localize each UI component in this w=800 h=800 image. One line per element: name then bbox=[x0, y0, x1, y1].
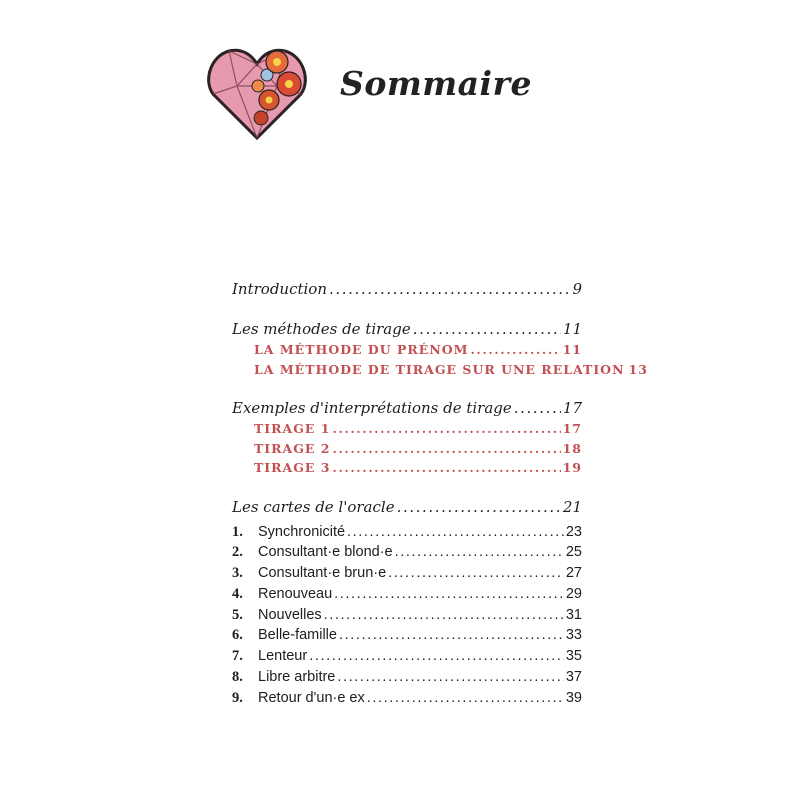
card-number: 6. bbox=[232, 627, 243, 644]
toc-card-item[interactable] bbox=[232, 607, 582, 628]
dot-leader bbox=[514, 399, 561, 417]
dot-leader bbox=[333, 441, 561, 456]
toc-page-number: 17 bbox=[562, 399, 582, 417]
toc-subitem-label: TIRAGE 2 bbox=[254, 440, 331, 456]
toc-page-number: 18 bbox=[562, 440, 582, 456]
table-of-contents bbox=[232, 280, 648, 711]
dot-leader bbox=[347, 524, 564, 540]
dot-leader bbox=[333, 421, 561, 436]
toc-section-methodes[interactable] bbox=[232, 320, 582, 342]
toc-page-number: 21 bbox=[562, 497, 582, 516]
toc-section-label: Exemples d'interprétations de tirage bbox=[232, 399, 512, 417]
toc-section-cartes[interactable] bbox=[232, 498, 582, 520]
toc-page-number: 9 bbox=[572, 280, 582, 298]
toc-section-introduction[interactable] bbox=[232, 280, 582, 302]
toc-card-item[interactable] bbox=[232, 565, 582, 586]
toc-page-number: 17 bbox=[562, 421, 582, 436]
dot-leader bbox=[337, 669, 563, 685]
toc-page-number: 37 bbox=[565, 669, 582, 686]
toc-card-item[interactable] bbox=[232, 627, 582, 648]
toc-page-number: 39 bbox=[565, 689, 582, 706]
toc-card-item[interactable] bbox=[232, 669, 582, 690]
toc-section-exemples[interactable] bbox=[232, 399, 582, 421]
dot-leader bbox=[334, 586, 564, 602]
card-number: 7. bbox=[232, 648, 243, 665]
toc-card-item[interactable] bbox=[232, 524, 582, 545]
card-label: Nouvelles bbox=[258, 606, 322, 623]
toc-section-label: Les méthodes de tirage bbox=[232, 320, 411, 338]
card-label: Consultant·e brun·e bbox=[258, 565, 387, 582]
dot-leader bbox=[329, 280, 570, 298]
card-number: 3. bbox=[232, 565, 243, 582]
toc-page-number: 23 bbox=[565, 523, 582, 540]
card-number: 9. bbox=[232, 689, 243, 706]
dot-leader bbox=[367, 690, 564, 706]
toc-section-label: Les cartes de l'oracle bbox=[232, 497, 395, 516]
card-number: 4. bbox=[232, 585, 243, 602]
card-label: Consultant·e blond·e bbox=[258, 544, 393, 561]
toc-subitem-label: LA MÉTHODE DE TIRAGE SUR UNE RELATION bbox=[254, 361, 625, 377]
toc-page-number: 29 bbox=[565, 585, 582, 602]
toc-subitem-label: LA MÉTHODE DU PRÉNOM bbox=[254, 342, 469, 357]
toc-subitem-label: TIRAGE 1 bbox=[254, 421, 331, 436]
toc-subitem[interactable] bbox=[232, 421, 582, 441]
card-number: 1. bbox=[232, 523, 243, 540]
heart-with-flowers-icon bbox=[207, 42, 313, 142]
toc-page-number: 33 bbox=[565, 627, 582, 644]
toc-card-item[interactable] bbox=[232, 586, 582, 607]
card-label: Lenteur bbox=[258, 648, 308, 665]
toc-subitem-label: TIRAGE 3 bbox=[254, 460, 331, 475]
toc-page-number: 11 bbox=[562, 320, 582, 338]
toc-card-item[interactable] bbox=[232, 648, 582, 669]
toc-page-number: 13 bbox=[628, 361, 648, 377]
dot-leader bbox=[388, 565, 564, 581]
toc-card-item[interactable] bbox=[232, 544, 582, 565]
dot-leader bbox=[333, 460, 561, 475]
card-number: 2. bbox=[232, 544, 243, 561]
dot-leader bbox=[395, 544, 564, 560]
card-number: 8. bbox=[232, 669, 243, 686]
card-number: 5. bbox=[232, 606, 243, 623]
toc-page-number: 11 bbox=[562, 342, 582, 357]
toc-page-number: 27 bbox=[565, 565, 582, 582]
toc-subitem[interactable] bbox=[232, 441, 582, 461]
dot-leader bbox=[470, 342, 560, 357]
card-label: Renouveau bbox=[258, 585, 333, 602]
card-label: Synchronicité bbox=[258, 523, 346, 540]
toc-page-number: 19 bbox=[562, 460, 582, 475]
dot-leader bbox=[397, 498, 561, 516]
card-label: Retour d'un·e ex bbox=[258, 689, 365, 706]
dot-leader bbox=[309, 648, 564, 664]
page-title: Sommaire bbox=[340, 64, 532, 103]
toc-section-label: Introduction bbox=[232, 280, 327, 298]
dot-leader bbox=[413, 320, 561, 338]
toc-page-number: 31 bbox=[565, 606, 582, 623]
card-label: Libre arbitre bbox=[258, 669, 336, 686]
toc-card-item[interactable] bbox=[232, 690, 582, 711]
dot-leader bbox=[339, 627, 564, 643]
toc-subitem[interactable] bbox=[232, 342, 582, 362]
toc-page-number: 25 bbox=[565, 544, 582, 561]
toc-page-number: 35 bbox=[565, 648, 582, 665]
card-label: Belle-famille bbox=[258, 627, 337, 644]
toc-subitem[interactable] bbox=[232, 460, 582, 480]
dot-leader bbox=[324, 607, 564, 623]
toc-subitem[interactable] bbox=[232, 361, 648, 382]
